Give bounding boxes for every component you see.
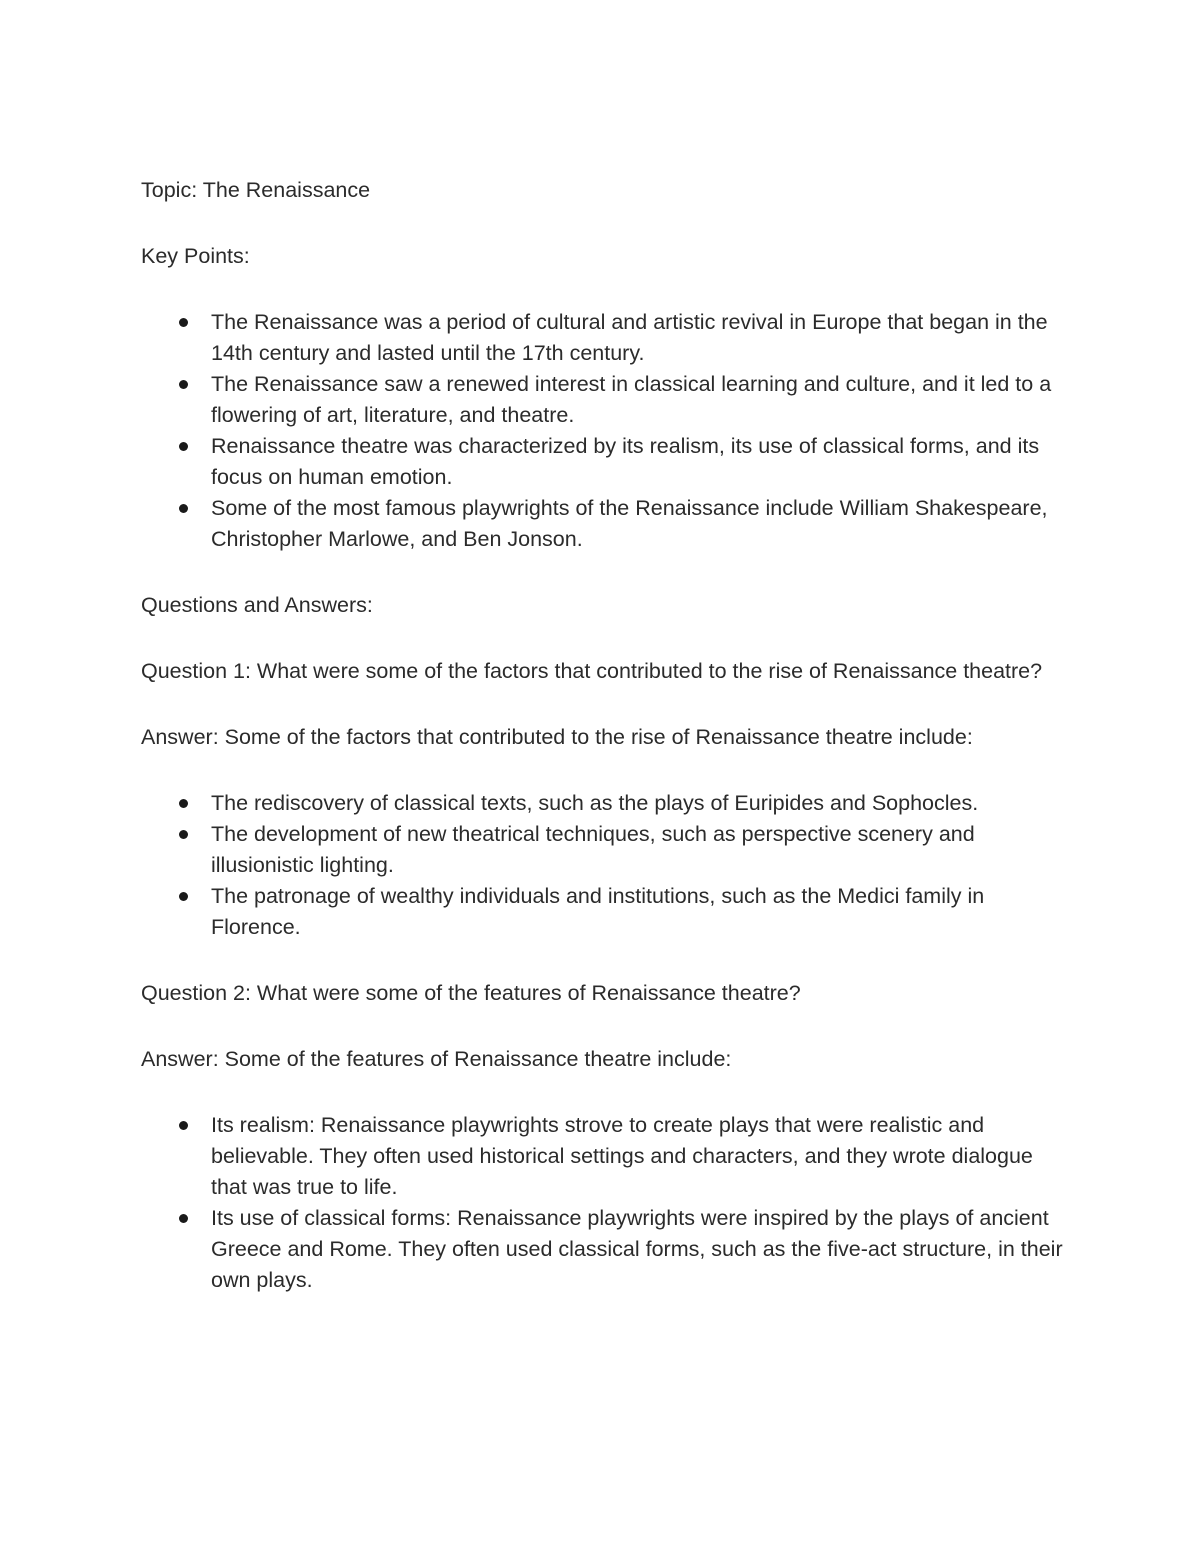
bullet-icon [179,1121,188,1130]
list-item-text: The development of new theatrical techniques, such as perspective scenery and illusionistic lighting. [211,822,975,877]
list-item [141,369,1071,431]
question-2: Question 2: What were some of the features of Renaissance theatre? [141,981,801,1005]
list-item [141,493,1071,555]
list-item-text: Renaissance theatre was characterized by its realism, its use of classical forms, and its focus on human emotion. [211,434,1040,489]
bullet-icon [179,504,188,513]
answer-2-list [141,1110,1071,1296]
list-item [141,881,1071,943]
list-item [141,1203,1071,1296]
bullet-icon [179,830,188,839]
list-item [141,819,1071,881]
list-item-text: The Renaissance was a period of cultural and artistic revival in Europe that began in the 14th century and lasted until the 17th century. [211,310,1048,365]
document-page [141,175,1071,1331]
topic-heading: Topic: The Renaissance [141,178,371,202]
key-points-list [141,307,1071,555]
answer-1-intro: Answer: Some of the factors that contributed to the rise of Renaissance theatre include: [141,725,973,749]
list-item [141,307,1071,369]
list-item-text: The patronage of wealthy individuals and institutions, such as the Medici family in Florence. [211,884,985,939]
list-item [141,431,1071,493]
bullet-icon [179,1214,188,1223]
list-item [141,1110,1071,1203]
list-item-text: Its realism: Renaissance playwrights strove to create plays that were realistic and believable. They often used historical settings and characters, and they wrote dialogue that was true to life. [211,1113,1033,1199]
list-item-text: Its use of classical forms: Renaissance playwrights were inspired by the plays of ancient Greece and Rome. They often used classical forms, such as the five-act structure, in their own plays. [211,1206,1063,1292]
bullet-icon [179,380,188,389]
key-points-heading: Key Points: [141,244,250,268]
bullet-icon [179,318,188,327]
bullet-icon [179,892,188,901]
list-item-text: The rediscovery of classical texts, such as the plays of Euripides and Sophocles. [211,791,979,815]
list-item-text: The Renaissance saw a renewed interest in classical learning and culture, and it led to a flowering of art, literature, and theatre. [211,372,1052,427]
answer-1-list [141,788,1071,943]
bullet-icon [179,799,188,808]
bullet-icon [179,442,188,451]
list-item-text: Some of the most famous playwrights of the Renaissance include William Shakespeare, Christopher Marlowe, and Ben Jonson. [211,496,1048,551]
list-item [141,788,1071,819]
qa-heading: Questions and Answers: [141,593,373,617]
answer-2-intro: Answer: Some of the features of Renaissance theatre include: [141,1047,732,1071]
question-1: Question 1: What were some of the factors that contributed to the rise of Renaissance theatre? [141,659,1043,683]
